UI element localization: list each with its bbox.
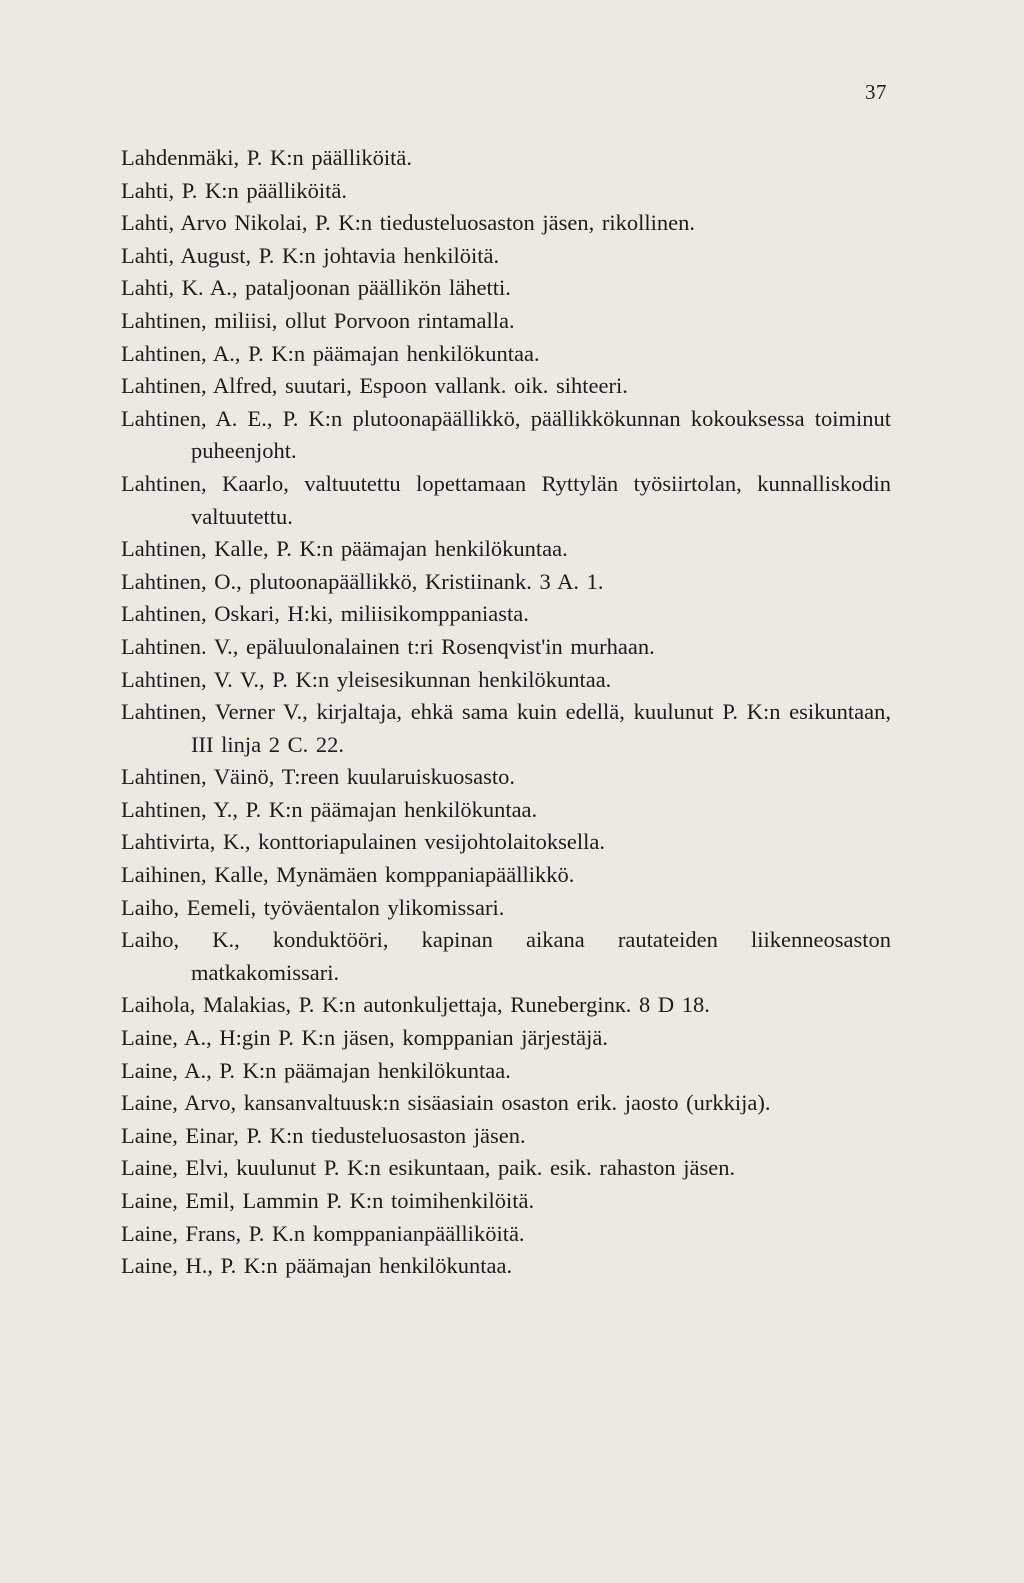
- list-item: Laine, A., P. K:n päämajan henkilökuntaa.: [121, 1057, 511, 1083]
- list-item: Lahtinen, Verner V., kirjaltaja, ehkä sama kuin edellä, kuulunut P. K:n esikuntaan, III linja 2 C. 22.: [121, 699, 891, 757]
- list-item: Lahtinen, A. E., P. K:n plutoonapäällikkö, päällikkökunnan kokouksessa toiminut puheenjoht.: [121, 405, 891, 464]
- list-item: Lahtinen. V., epäluulonalainen t:ri Rosenqvist'in murhaan.: [121, 633, 655, 659]
- list-item: Laihinen, Kalle, Mynämäen komppaniapäällikkö.: [121, 862, 575, 888]
- list-item: Lahti, P. K:n päälliköitä.: [121, 177, 347, 203]
- list-item: Laihola, Malakias, P. K:n autonkuljettaja, Runeberginк. 8 D 18.: [121, 992, 710, 1018]
- list-item: Laine, Arvo, kansanvaltuusk:n sisäasiain osaston erik. jaosto (urkkija).: [121, 1090, 771, 1116]
- list-item: Lahti, August, P. K:n johtavia henkilöitä.: [121, 242, 500, 268]
- list-item: Laiho, Eemeli, työväentalon ylikomissari.: [121, 894, 505, 920]
- entry-list: [121, 142, 891, 1283]
- list-item: Lahti, Arvo Nikolai, P. K:n tiedusteluosaston jäsen, rikollinen.: [121, 210, 695, 236]
- list-item: Lahtinen, Alfred, suutari, Espoon vallank. oik. sihteeri.: [121, 373, 628, 399]
- list-item: Lahtinen, V. V., P. K:n yleisesikunnan henkilökuntaa.: [121, 666, 612, 692]
- list-item: Lahtinen, Kaarlo, valtuutettu lopettamaan Ryttylän työsiirtolan, kunnalliskodin valtuutettu.: [121, 470, 891, 529]
- list-item: Laine, Frans, P. K.n komppanianpäälliköitä.: [121, 1220, 525, 1246]
- list-item: Laiho, K., konduktööri, kapinan aikana rautateiden liikenneosaston matkakomissari.: [121, 927, 891, 985]
- list-item: Laine, Einar, P. K:n tiedusteluosaston jäsen.: [121, 1122, 526, 1148]
- list-item: Lahtinen, Y., P. K:n päämajan henkilökuntaa.: [121, 796, 538, 822]
- list-item: Lahtinen, Väinö, T:reen kuularuiskuosasto.: [121, 764, 515, 790]
- list-item: Laine, Emil, Lammin P. K:n toimihenkilöitä.: [121, 1188, 535, 1213]
- list-item: Lahtinen, Kalle, P. K:n päämajan henkilökuntaa.: [121, 536, 568, 562]
- list-item: Lahtinen, miliisi, ollut Porvoon rintamalla.: [121, 307, 515, 333]
- list-item: Laine, Elvi, kuulunut P. K:n esikuntaan, paik. esik. rahaston jäsen.: [121, 1155, 736, 1181]
- list-item: Lahtinen, O., plutoonapäällikkö, Kristiinank. 3 A. 1.: [121, 568, 604, 594]
- list-item: Lahti, K. A., pataljoonan päällikön lähetti.: [121, 275, 511, 301]
- list-item: Lahtinen, A., P. K:n päämajan henkilökuntaa.: [121, 340, 540, 366]
- list-item: Laine, H., P. K:n päämajan henkilökuntaa.: [121, 1253, 513, 1279]
- page-number: 37: [865, 80, 887, 104]
- list-item: Lahtivirta, K., konttoriapulainen vesijohtolaitoksella.: [121, 829, 606, 855]
- list-item: Lahdenmäki, P. K:n päälliköitä.: [121, 145, 412, 170]
- list-item: Laine, A., H:gin P. K:n jäsen, komppanian järjestäjä.: [121, 1025, 609, 1051]
- list-item: Lahtinen, Oskari, H:ki, miliisikomppaniasta.: [121, 601, 529, 627]
